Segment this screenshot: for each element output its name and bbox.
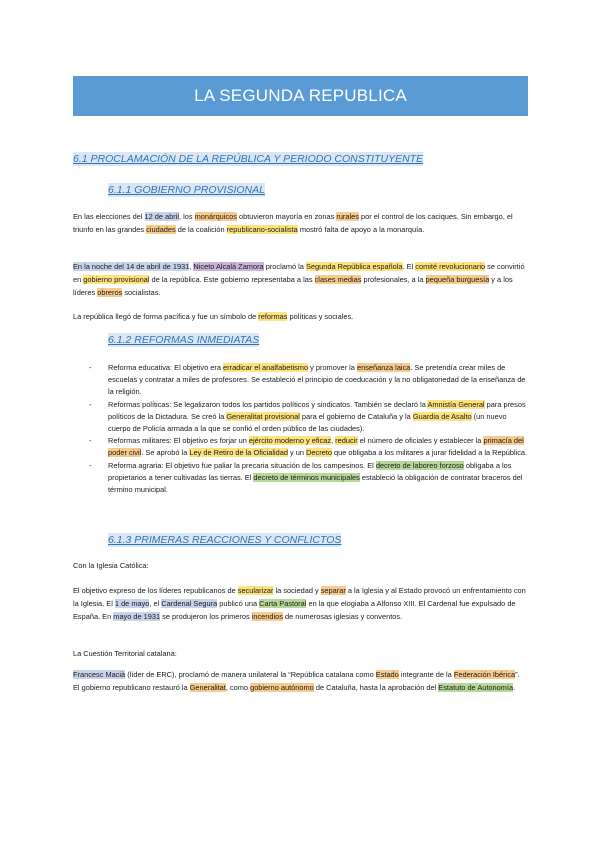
label-cuestion-catalana: La Cuestión Territorial catalana: bbox=[73, 649, 177, 658]
section-heading-6-1: 6.1 PROCLAMACIÓN DE LA REPÚBLICA Y PERIODO CONSTITUYENTE bbox=[73, 153, 424, 165]
paragraph-iglesia: El objetivo expreso de los líderes republicanos de secularizar la sociedad y separar a la Iglesia y al Estado provocó un enfrentamiento con la Iglesia. El 1 de mayo, el Cardenal Segura publicó una Carta Pastoral en la que elogiaba a Alfonso XIII. El Cardenal fue expulsado de España. En mayo de 1931 se produjeron los primeros incendios de numerosas iglesias y conventos. bbox=[73, 586, 526, 621]
label-iglesia: Con la Iglesia Católica: bbox=[73, 561, 149, 570]
reformas-list bbox=[73, 362, 528, 496]
subsection-heading-6-1-3: 6.1.3 PRIMERAS REACCIONES Y CONFLICTOS bbox=[108, 534, 342, 546]
list-item-reformas-militares: - Reformas militares: El objetivo es forjar un ejército moderno y eficaz, reducir el número de oficiales y establecer la primacía del poder civil. Se aprobó la Ley de Retiro de la Oficialidad y un Decreto que obligaba a los militares a jurar fidelidad a la República. bbox=[89, 436, 528, 458]
subsection-heading-6-1-1: 6.1.1 GOBIERNO PROVISIONAL bbox=[108, 184, 265, 196]
paragraph-reformas: La república llegó de forma pacífica y fue un símbolo de reformas políticas y sociales. bbox=[73, 312, 354, 321]
paragraph-proclamacion: En la noche del 14 de abril de 1931, Niceto Alcalá Zamora proclamó la Segunda República española. El comité revolucionario se convirtió en gobierno provisional de la república. Este gobierno representaba a las clases medias profesionales, a la pequeña burguesía y a los líderes obreros socialistas. bbox=[73, 262, 525, 297]
list-item-reformas-politicas: - Reformas políticas: Se legalizaron todos los partidos políticos y sindicatos. También se declaró la Amnistía General para presos políticos de la Dictadura. Se creó la Generalitat provisional para el gobierno de Cataluña y la Guardia de Asalto (un nuevo cuerpo de Policía armada a la que se confió el orden público de las ciudades). bbox=[89, 399, 526, 434]
paragraph-elecciones: En las elecciones del 12 de abril, los monárquicos obtuvieron mayoría en zonas rurales por el control de los caciques. Sin embargo, el triunfo en las grandes ciudades de la coalición republicano-socialista mostró falta de apoyo a la monarquía. bbox=[73, 212, 513, 234]
page-title-banner bbox=[73, 76, 528, 116]
paragraph-catalana: Francesc Macià (líder de ERC), proclamó de manera unilateral la “República catalana como Estado integrante de la Federación Ibérica”. El gobierno republicano restauró la Generalitat, como gobierno autónomo de Cataluña, hasta la aprobación del Estatuto de Autonomía. bbox=[73, 670, 520, 692]
subsection-heading-6-1-2: 6.1.2 REFORMAS INMEDIATAS bbox=[108, 334, 260, 346]
list-item-reforma-agraria: - Reforma agraria: El objetivo fue paliar la precaria situación de los campesinos. El decreto de laboreo forzoso obligaba a los propietarios a tener cultivadas las tierras. El decreto de términos municipales estableció la obligación de contratar braceros del término municipal. bbox=[89, 460, 523, 495]
page-title: LA SEGUNDA REPUBLICA bbox=[194, 86, 407, 105]
list-item-reforma-educativa: - Reforma educativa: El objetivo era erradicar el analfabetismo y promover la enseñanza laica. Se pretendía crear miles de escuelas y contratar a miles de profesores. Se estableció el principio de coeducación y la no obligatoriedad de la enseñanza de la religión. bbox=[89, 363, 526, 397]
